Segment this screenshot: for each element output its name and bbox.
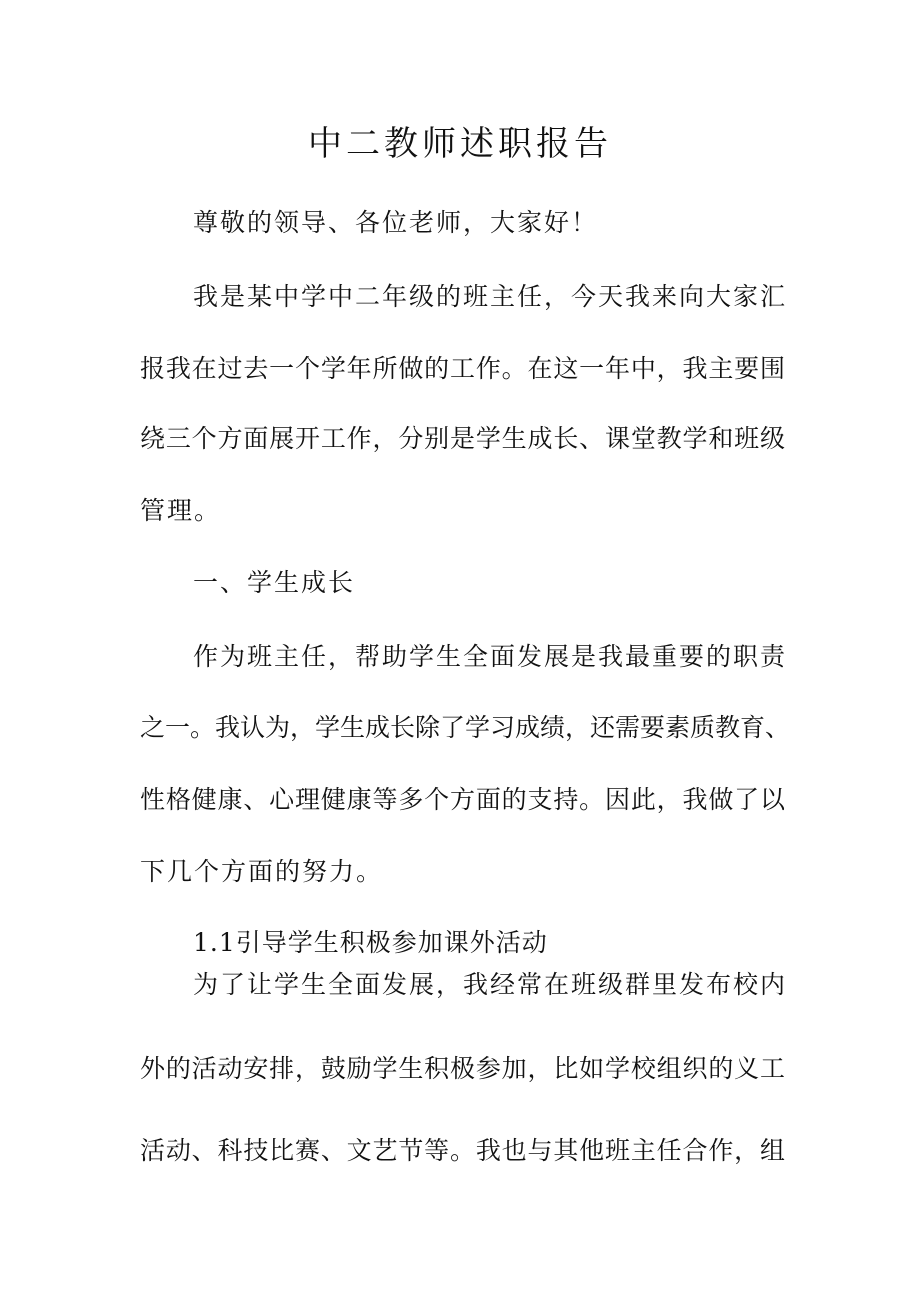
paragraph-line: 下几个方面的努力。: [140, 857, 384, 886]
paragraph-line: 报我在过去一个学年所做的工作。在这一年中，我主要围: [140, 354, 785, 383]
document-title: 中二教师述职报告: [308, 124, 612, 164]
paragraph-line: 为了让学生全面发展，我经常在班级群里发布校内: [193, 970, 785, 999]
paragraph-line: 活动、科技比赛、文艺节等。我也与其他班主任合作，组: [140, 1136, 785, 1165]
paragraph-line: 作为班主任，帮助学生全面发展是我最重要的职责: [193, 642, 785, 671]
paragraph-line: 性格健康、心理健康等多个方面的支持。因此，我做了以: [140, 785, 785, 814]
subsection-heading: 1.1引导学生积极参加课外活动: [193, 928, 548, 957]
paragraph-line: 绕三个方面展开工作，分别是学生成长、课堂教学和班级: [140, 424, 785, 453]
paragraph-line: 我是某中学中二年级的班主任，今天我来向大家汇: [193, 282, 785, 311]
paragraph-line: 之一。我认为，学生成长除了学习成绩，还需要素质教育、: [140, 713, 791, 742]
greeting-line: 尊敬的领导、各位老师，大家好！: [193, 208, 599, 237]
paragraph-line: 管理。: [140, 496, 222, 525]
paragraph-line: 外的活动安排，鼓励学生积极参加，比如学校组织的义工: [140, 1054, 785, 1083]
section-heading: 一、学生成长: [193, 568, 356, 597]
